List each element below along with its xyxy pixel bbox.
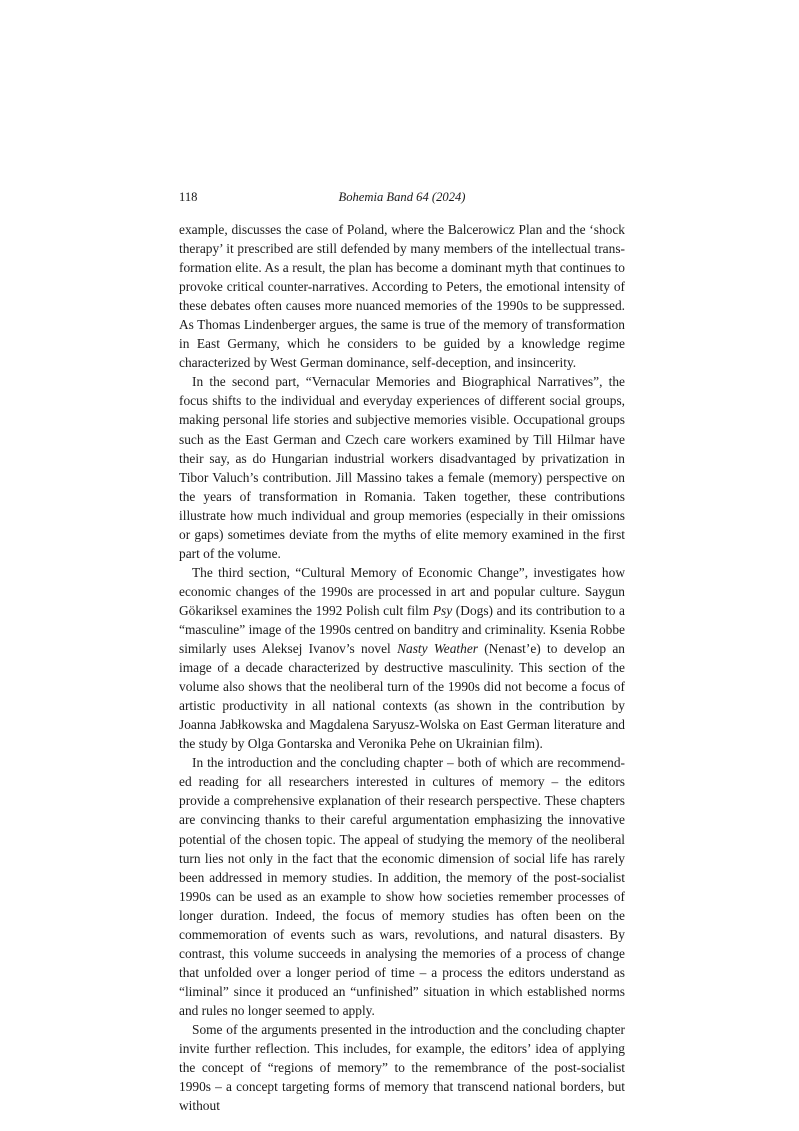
paragraph-3-text-a: The third section, “Cultural Memory of Economic Change”, investigates how economic changes of the 1990s are processed in art and popular culture. Saygun Gökariksel examines the 1992 Polish cult film — [179, 564, 625, 618]
novel-title-nasty-weather: Nasty Weather — [397, 641, 478, 657]
paragraph-2 — [179, 372, 625, 562]
body-text — [179, 220, 625, 1115]
page — [179, 190, 625, 1115]
paragraph-3-text-c: (Nenast’e) to develop an image of a decade characterized by destructive masculinity. This section of the volume also shows that the neoliberal turn of the 1990s did not become a focus of artistic productivity in all national contexts (as shown in the contribution by Joanna Jabłkowska and Magdalena Saryusz-Wolska on East German literature and the study by Olga Gontarska and Veronika Pehe on Ukrainian film). — [179, 641, 626, 752]
film-title-psy: Psy — [432, 602, 453, 618]
paragraph-3-text-b: (Dogs) and its contribution to a “masculine” image of the 1990s centred on banditry and criminality. Ksenia Robbe similarly uses Aleksej Ivanov’s novel — [179, 602, 626, 657]
paragraph-5-text: Some of the arguments presented in the introduction and the concluding chapter invite further reflection. This includes, for example, the editors’ idea of applying the concept of “regions of memory” to the remembrance of the post-socialist 1990s – a concept targeting forms of memory that transcend national borders, but without — [179, 1021, 625, 1114]
paragraph-1-text: example, discusses the case of Poland, where the Balcerowicz Plan and the ‘shock therapy’ it prescribed are still defended by many members of the intellectual transformation elite. As a result, the plan has become a dominant myth that continues to provoke critical counter-narratives. According to Peters, the emotional intensity of these debates often causes more nuanced memories of the 1990s to be suppressed. As Thomas Lindenberger argues, the same is true of the memory of transformation in East Germany, which he considers to be guided by a knowledge regime characterized by West German dominance, self-deception, and insincerity. — [179, 222, 625, 371]
paragraph-4-text: In the introduction and the concluding chapter – both of which are recommended reading for all researchers interested in cultures of memory – the editors provide a comprehensive explanation of their research perspective. These chapters are convincing thanks to their careful argumentation emphasizing the innovative potential of the chosen topic. The appeal of studying the memory of the neoliberal turn lies not only in the fact that the economic dimension of social life has rarely been addressed in memory studies. In addition, the memory of the post-socialist 1990s can be used as an example to show how societies remember processes of longer duration. Indeed, the focus of memory studies has often been on the commemoration of events such as wars, revolutions, and natural disasters. By contrast, this volume succeeds in analysing the memories of a process of change that unfolded over a longer period of time – a process the editors understand as “liminal” since it produced an “unfinished” situation in which established norms and rules no longer seemed to apply. — [179, 755, 625, 1018]
running-head — [179, 190, 625, 212]
page-number: 118 — [179, 190, 198, 204]
journal-title: Bohemia Band 64 (2024) — [338, 190, 466, 204]
paragraph-3 — [179, 563, 625, 753]
paragraph-4 — [179, 753, 625, 1020]
paragraph-5 — [179, 1020, 625, 1115]
paragraph-2-text: In the second part, “Vernacular Memories and Biographical Narratives”, the focus shifts to the individual and everyday experiences of different social groups, making personal life stories and subjective memories visible. Occupational groups such as the East German and Czech care workers examined by Till Hilmar have their say, as do Hungarian industrial workers disadvantaged by privatization in Tibor Valuch’s contribution. Jill Massino takes a female (memory) perspective on the years of transformation in Romania. Taken together, these contributions illustrate how much individual and group memories (especially in their omissions or gaps) sometimes deviate from the myths of elite memory examined in the first part of the volume. — [179, 374, 625, 561]
paragraph-1 — [179, 220, 625, 372]
